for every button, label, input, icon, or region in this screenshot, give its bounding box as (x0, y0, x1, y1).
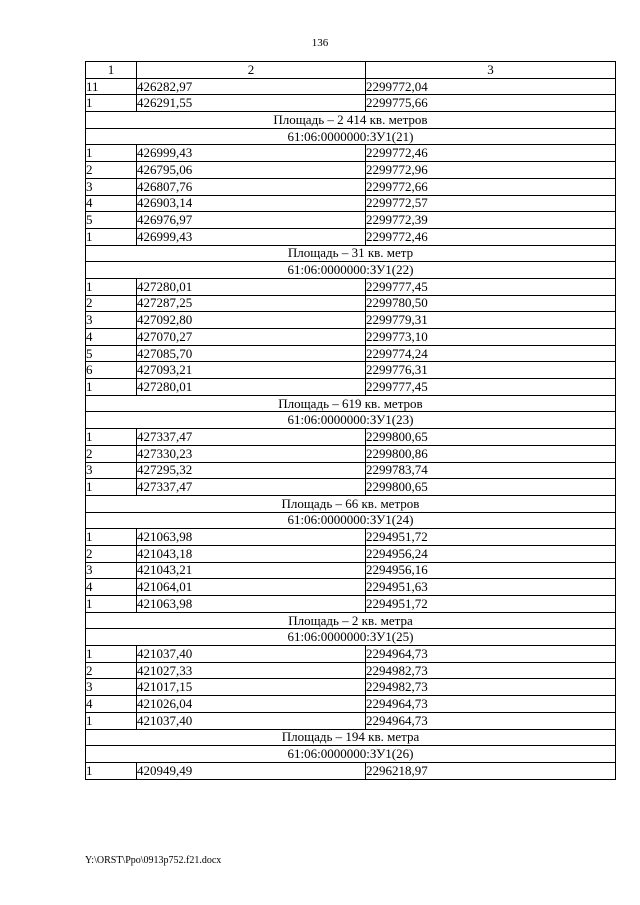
y-coordinate-cell: 2299772,46 (366, 145, 616, 162)
point-number-cell: 6 (86, 362, 137, 379)
table-row (86, 429, 616, 446)
y-coordinate-cell: 2296218,97 (366, 762, 616, 779)
point-number-cell: 1 (86, 479, 137, 496)
table-row (86, 646, 616, 663)
section-label: 61:06:0000000:ЗУ1(25) (86, 629, 616, 646)
section-label-row (86, 746, 616, 763)
section-label: Площадь – 31 кв. метр (86, 245, 616, 262)
point-number-cell: 4 (86, 579, 137, 596)
table-row (86, 295, 616, 312)
x-coordinate-cell: 421037,40 (137, 646, 366, 663)
x-coordinate-cell: 426291,55 (137, 95, 366, 112)
table-row (86, 78, 616, 95)
y-coordinate-cell: 2299774,24 (366, 345, 616, 362)
y-coordinate-cell: 2294951,63 (366, 579, 616, 596)
section-label-row (86, 412, 616, 429)
x-coordinate-cell: 421043,21 (137, 562, 366, 579)
x-coordinate-cell: 421064,01 (137, 579, 366, 596)
section-label: 61:06:0000000:ЗУ1(24) (86, 512, 616, 529)
y-coordinate-cell: 2299800,65 (366, 479, 616, 496)
point-number-cell: 5 (86, 345, 137, 362)
page-number: 136 (311, 37, 329, 49)
y-coordinate-cell: 2299773,10 (366, 329, 616, 346)
point-number-cell: 1 (86, 145, 137, 162)
y-coordinate-cell: 2299776,31 (366, 362, 616, 379)
table-row (86, 228, 616, 245)
y-coordinate-cell: 2299772,96 (366, 162, 616, 179)
x-coordinate-cell: 427295,32 (137, 462, 366, 479)
point-number-cell: 1 (86, 278, 137, 295)
x-coordinate-cell: 427280,01 (137, 379, 366, 396)
section-label-row (86, 112, 616, 129)
point-number-cell: 3 (86, 679, 137, 696)
table-row (86, 195, 616, 212)
footer-file-path: Y:\ORST\Ppo\0913p752.f21.docx (85, 855, 222, 866)
x-coordinate-cell: 426999,43 (137, 145, 366, 162)
x-coordinate-cell: 421026,04 (137, 696, 366, 713)
point-number-cell: 3 (86, 462, 137, 479)
point-number-cell: 2 (86, 545, 137, 562)
y-coordinate-cell: 2299775,66 (366, 95, 616, 112)
x-coordinate-cell: 427337,47 (137, 479, 366, 496)
x-coordinate-cell: 427330,23 (137, 445, 366, 462)
point-number-cell: 2 (86, 445, 137, 462)
section-label: Площадь – 66 кв. метров (86, 495, 616, 512)
table-row (86, 178, 616, 195)
section-label-row (86, 729, 616, 746)
table-header-row (86, 62, 616, 79)
x-coordinate-cell: 426999,43 (137, 228, 366, 245)
section-label: Площадь – 194 кв. метра (86, 729, 616, 746)
coordinates-table (85, 61, 616, 780)
y-coordinate-cell: 2299800,86 (366, 445, 616, 462)
point-number-cell: 1 (86, 596, 137, 613)
x-coordinate-cell: 427070,27 (137, 329, 366, 346)
point-number-cell: 1 (86, 429, 137, 446)
point-number-cell: 5 (86, 212, 137, 229)
section-label: 61:06:0000000:ЗУ1(21) (86, 128, 616, 145)
x-coordinate-cell: 421037,40 (137, 712, 366, 729)
y-coordinate-cell: 2299772,39 (366, 212, 616, 229)
x-coordinate-cell: 426807,76 (137, 178, 366, 195)
section-label: 61:06:0000000:ЗУ1(23) (86, 412, 616, 429)
x-coordinate-cell: 426795,06 (137, 162, 366, 179)
point-number-cell: 1 (86, 379, 137, 396)
x-coordinate-cell: 427093,21 (137, 362, 366, 379)
x-coordinate-cell: 420949,49 (137, 762, 366, 779)
table-row (86, 529, 616, 546)
x-coordinate-cell: 421027,33 (137, 662, 366, 679)
y-coordinate-cell: 2294964,73 (366, 712, 616, 729)
table-row (86, 145, 616, 162)
table-row (86, 312, 616, 329)
table-row (86, 579, 616, 596)
table-row (86, 95, 616, 112)
table-row (86, 562, 616, 579)
column-header-number: 1 (86, 62, 137, 79)
section-label-row (86, 395, 616, 412)
table-row (86, 379, 616, 396)
point-number-cell: 3 (86, 562, 137, 579)
table-row (86, 345, 616, 362)
x-coordinate-cell: 421017,15 (137, 679, 366, 696)
table-row (86, 162, 616, 179)
point-number-cell: 1 (86, 529, 137, 546)
point-number-cell: 1 (86, 95, 137, 112)
y-coordinate-cell: 2299780,50 (366, 295, 616, 312)
x-coordinate-cell: 426282,97 (137, 78, 366, 95)
section-label-row (86, 245, 616, 262)
y-coordinate-cell: 2294956,16 (366, 562, 616, 579)
table-row (86, 762, 616, 779)
section-label: 61:06:0000000:ЗУ1(22) (86, 262, 616, 279)
table-row (86, 679, 616, 696)
section-label: Площадь – 619 кв. метров (86, 395, 616, 412)
section-label: Площадь – 2 414 кв. метров (86, 112, 616, 129)
x-coordinate-cell: 421043,18 (137, 545, 366, 562)
section-label-row (86, 512, 616, 529)
y-coordinate-cell: 2299772,57 (366, 195, 616, 212)
column-header-y: 3 (366, 62, 616, 79)
x-coordinate-cell: 427085,70 (137, 345, 366, 362)
table-row (86, 696, 616, 713)
point-number-cell: 2 (86, 162, 137, 179)
y-coordinate-cell: 2299772,66 (366, 178, 616, 195)
y-coordinate-cell: 2299800,65 (366, 429, 616, 446)
table-row (86, 362, 616, 379)
table-row (86, 545, 616, 562)
y-coordinate-cell: 2299783,74 (366, 462, 616, 479)
point-number-cell: 1 (86, 228, 137, 245)
x-coordinate-cell: 426976,97 (137, 212, 366, 229)
section-label: Площадь – 2 кв. метра (86, 612, 616, 629)
x-coordinate-cell: 421063,98 (137, 596, 366, 613)
y-coordinate-cell: 2299777,45 (366, 278, 616, 295)
y-coordinate-cell: 2294982,73 (366, 662, 616, 679)
section-label-row (86, 629, 616, 646)
point-number-cell: 4 (86, 195, 137, 212)
section-label-row (86, 128, 616, 145)
x-coordinate-cell: 427287,25 (137, 295, 366, 312)
y-coordinate-cell: 2299772,04 (366, 78, 616, 95)
table-row (86, 278, 616, 295)
column-header-x: 2 (137, 62, 366, 79)
table-row (86, 329, 616, 346)
y-coordinate-cell: 2294956,24 (366, 545, 616, 562)
section-label-row (86, 262, 616, 279)
y-coordinate-cell: 2299777,45 (366, 379, 616, 396)
table-row (86, 479, 616, 496)
x-coordinate-cell: 426903,14 (137, 195, 366, 212)
y-coordinate-cell: 2299779,31 (366, 312, 616, 329)
coordinates-table-body (86, 62, 616, 780)
x-coordinate-cell: 427337,47 (137, 429, 366, 446)
y-coordinate-cell: 2294951,72 (366, 529, 616, 546)
y-coordinate-cell: 2294964,73 (366, 696, 616, 713)
y-coordinate-cell: 2294982,73 (366, 679, 616, 696)
point-number-cell: 3 (86, 312, 137, 329)
y-coordinate-cell: 2299772,46 (366, 228, 616, 245)
table-row (86, 445, 616, 462)
section-label: 61:06:0000000:ЗУ1(26) (86, 746, 616, 763)
table-row (86, 596, 616, 613)
point-number-cell: 2 (86, 662, 137, 679)
x-coordinate-cell: 421063,98 (137, 529, 366, 546)
point-number-cell: 1 (86, 712, 137, 729)
point-number-cell: 4 (86, 329, 137, 346)
x-coordinate-cell: 427280,01 (137, 278, 366, 295)
point-number-cell: 4 (86, 696, 137, 713)
point-number-cell: 1 (86, 646, 137, 663)
table-row (86, 212, 616, 229)
point-number-cell: 3 (86, 178, 137, 195)
section-label-row (86, 495, 616, 512)
point-number-cell: 11 (86, 78, 137, 95)
point-number-cell: 1 (86, 762, 137, 779)
table-row (86, 712, 616, 729)
x-coordinate-cell: 427092,80 (137, 312, 366, 329)
table-row (86, 662, 616, 679)
y-coordinate-cell: 2294951,72 (366, 596, 616, 613)
table-row (86, 462, 616, 479)
section-label-row (86, 612, 616, 629)
point-number-cell: 2 (86, 295, 137, 312)
y-coordinate-cell: 2294964,73 (366, 646, 616, 663)
